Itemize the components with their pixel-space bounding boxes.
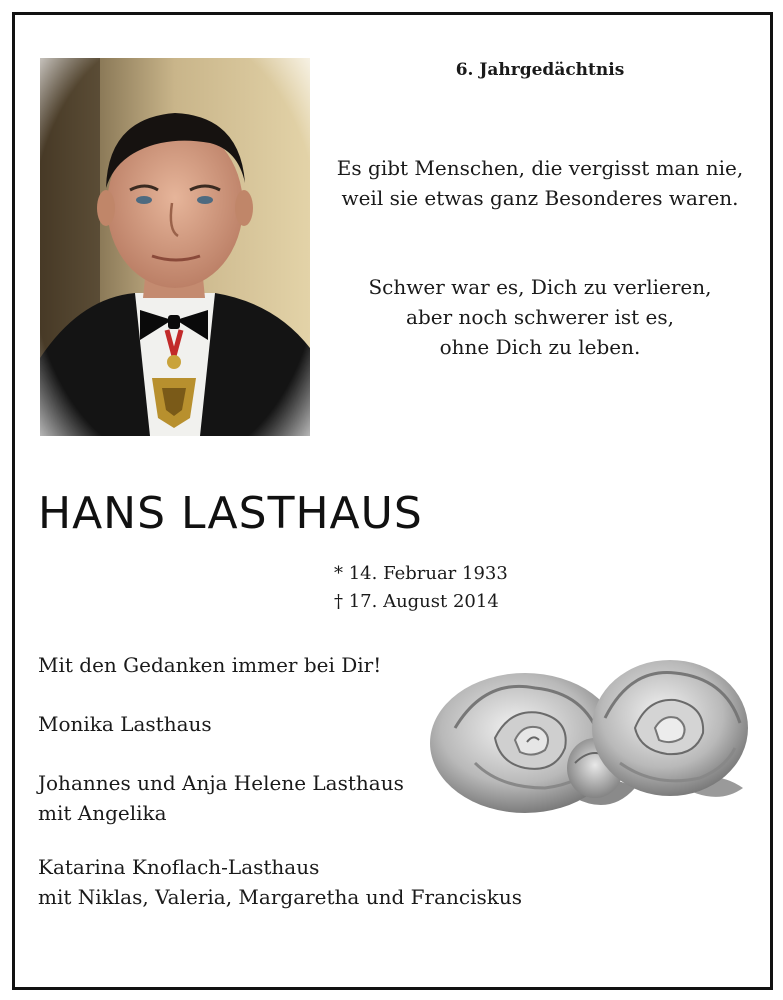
life-dates (334, 560, 508, 616)
verse-line: weil sie etwas ganz Besonderes waren. (341, 186, 739, 210)
mourner-family (38, 852, 522, 912)
mourner-line: Katarina Knoflach-Lasthaus (38, 855, 320, 879)
verse-line: aber noch schwerer ist es, (406, 305, 674, 329)
verse-first (320, 153, 760, 213)
anniversary-heading: 6. Jahrgedächtnis (455, 60, 625, 80)
farewell-message: Mit den Gedanken immer bei Dir! (38, 653, 382, 677)
death-date: † 17. August 2014 (334, 591, 499, 612)
verse-line: ohne Dich zu leben. (439, 335, 641, 359)
mourner-line: Johannes und Anja Helene Lasthaus (38, 771, 404, 795)
mourner-line: mit Angelika (38, 801, 167, 825)
verse-line: Schwer war es, Dich zu verlieren, (368, 275, 712, 299)
portrait-photo (40, 58, 310, 436)
mourner-wife: Monika Lasthaus (38, 712, 212, 736)
birth-date: * 14. Februar 1933 (334, 563, 508, 584)
verse-line: Es gibt Menschen, die vergisst man nie, (336, 156, 744, 180)
mourner-line: mit Niklas, Valeria, Margaretha und Franciskus (38, 885, 523, 909)
deceased-name: HANS LASTHAUS (38, 488, 423, 539)
roses-image (425, 648, 750, 823)
verse-second (320, 272, 760, 362)
